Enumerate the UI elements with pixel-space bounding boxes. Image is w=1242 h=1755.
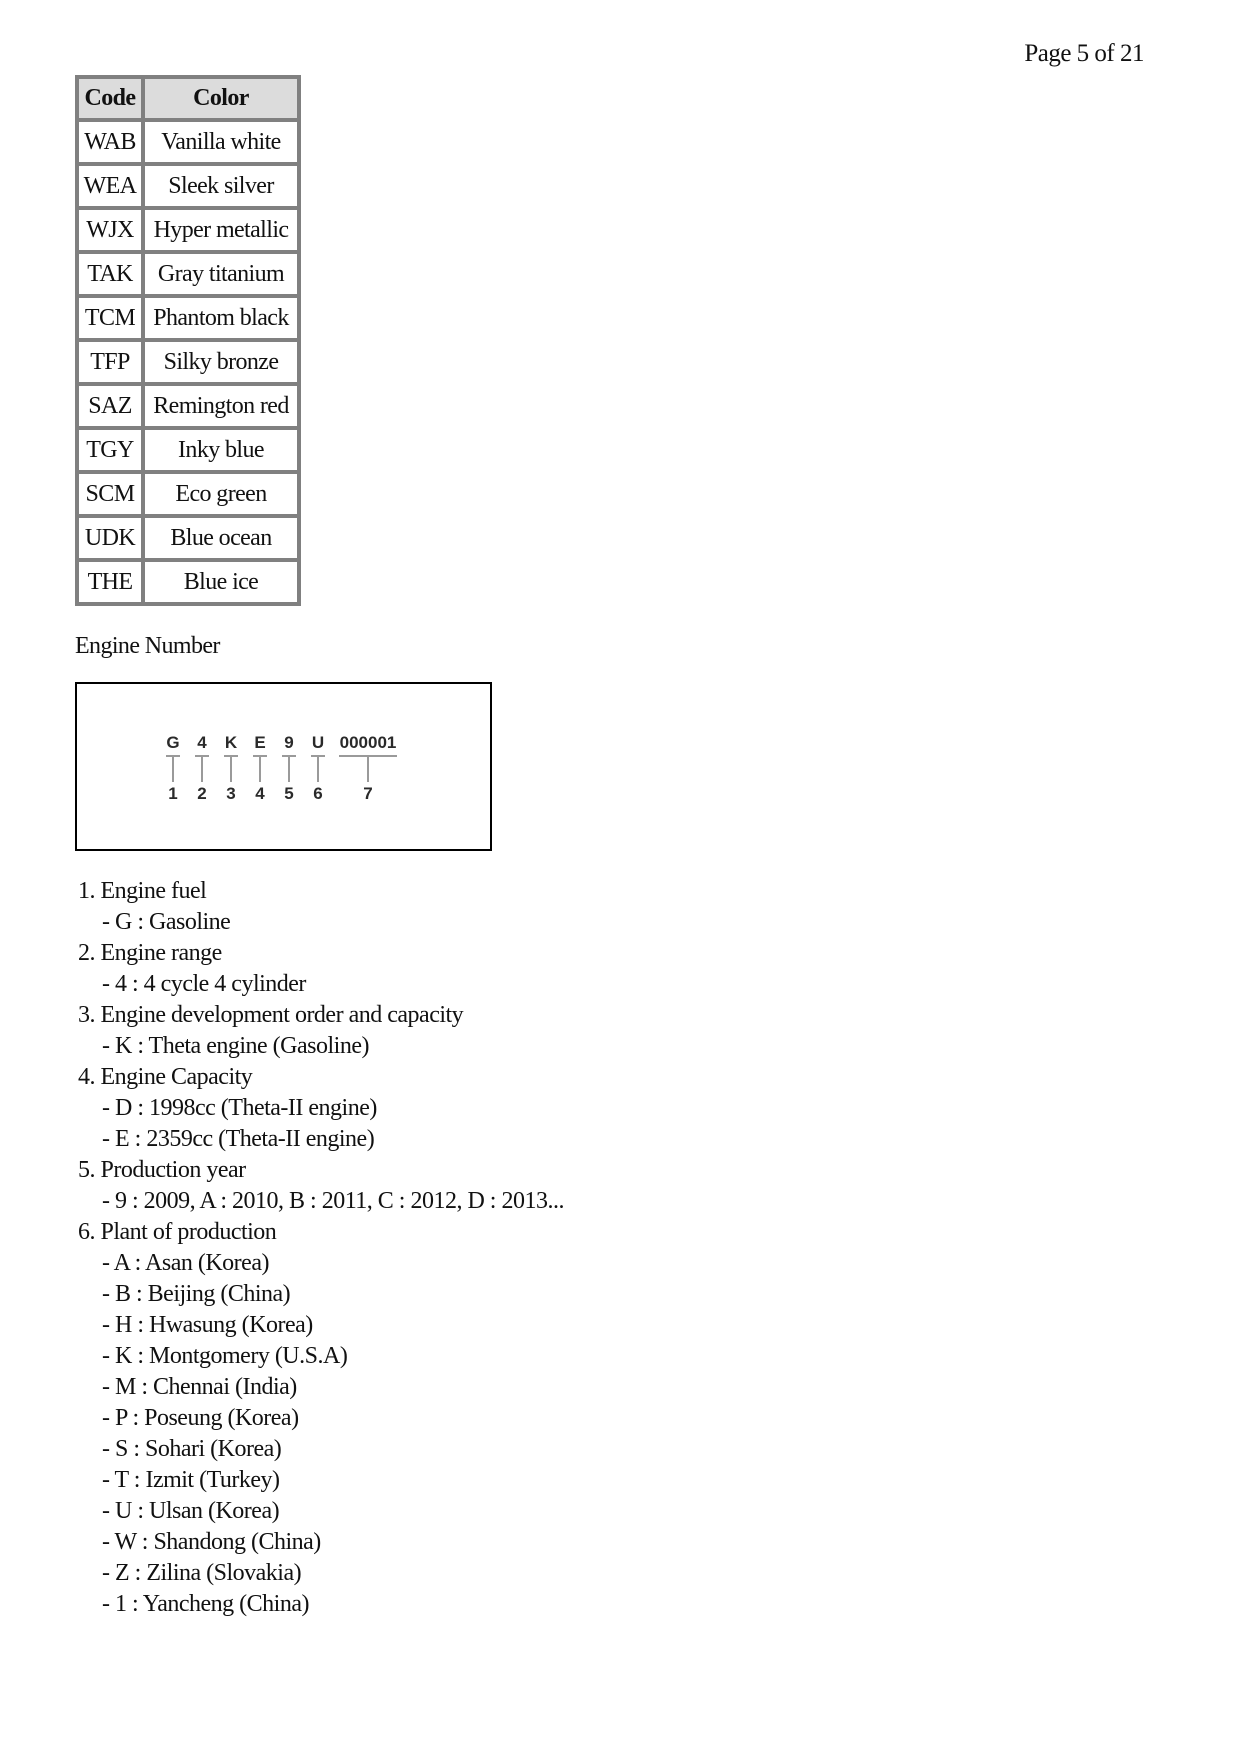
spec-option: - K : Theta engine (Gasoline) [102, 1033, 369, 1059]
figure-position-number: 5 [284, 784, 294, 803]
color-name-cell: Gray titanium [143, 252, 299, 296]
spec-item-title: 1. Engine fuel [78, 878, 207, 904]
spec-option-list [78, 1186, 564, 1217]
figure-leader-lines [166, 756, 397, 782]
color-name-cell: Inky blue [143, 428, 299, 472]
spec-option: - H : Hwasung (Korea) [102, 1312, 313, 1338]
spec-option: - D : 1998cc (Theta-II engine) [102, 1095, 377, 1121]
spec-option-list [78, 969, 564, 1000]
figure-position-number: 2 [197, 784, 207, 803]
color-code-cell: THE [77, 560, 143, 604]
spec-option: - K : Montgomery (U.S.A) [102, 1343, 348, 1369]
figure-position-number: 3 [226, 784, 236, 803]
color-code-cell: SCM [77, 472, 143, 516]
figure-code-char: G [166, 733, 180, 752]
table-row [77, 164, 299, 208]
table-row [77, 120, 299, 164]
color-name-cell: Vanilla white [143, 120, 299, 164]
table-row [77, 472, 299, 516]
color-name-cell: Eco green [143, 472, 299, 516]
spec-option-list [78, 1031, 564, 1062]
spec-item-title: 6. Plant of production [78, 1219, 277, 1245]
color-code-cell: WAB [77, 120, 143, 164]
table-row [77, 560, 299, 604]
spec-option-list [78, 907, 564, 938]
figure-code-char: U [311, 733, 325, 752]
figure-code-char: 4 [197, 733, 207, 752]
spec-option-list [78, 1248, 564, 1620]
figure-position-number: 7 [363, 784, 373, 803]
spec-option: - Z : Zilina (Slovakia) [102, 1560, 302, 1586]
figure-position-number: 4 [255, 784, 265, 803]
figure-code-char: K [224, 733, 238, 752]
color-code-cell: TFP [77, 340, 143, 384]
color-name-cell: Phantom black [143, 296, 299, 340]
color-name-cell: Silky bronze [143, 340, 299, 384]
spec-option: - M : Chennai (India) [102, 1374, 297, 1400]
list-item [78, 1062, 564, 1155]
engine-number-spec-list [78, 876, 564, 1620]
figure-position-number: 6 [313, 784, 323, 803]
color-code-cell: SAZ [77, 384, 143, 428]
spec-option: - W : Shandong (China) [102, 1529, 321, 1555]
spec-option: - 1 : Yancheng (China) [102, 1591, 309, 1617]
page-number: Page 5 of 21 [1024, 40, 1144, 67]
spec-option: - U : Ulsan (Korea) [102, 1498, 280, 1524]
figure-position-number: 1 [168, 784, 178, 803]
figure-code-char: 9 [284, 733, 294, 752]
spec-option: - T : Izmit (Turkey) [102, 1467, 280, 1493]
table-row [77, 428, 299, 472]
color-name-cell: Hyper metallic [143, 208, 299, 252]
spec-item-title: 4. Engine Capacity [78, 1064, 253, 1090]
list-item [78, 876, 564, 938]
spec-option-list [78, 1093, 564, 1155]
color-code-cell: TAK [77, 252, 143, 296]
spec-option: - A : Asan (Korea) [102, 1250, 269, 1276]
color-name-cell: Blue ocean [143, 516, 299, 560]
table-row [77, 384, 299, 428]
list-item [78, 1155, 564, 1217]
spec-item-title: 5. Production year [78, 1157, 246, 1183]
color-code-cell: TCM [77, 296, 143, 340]
spec-option: - P : Poseung (Korea) [102, 1405, 299, 1431]
spec-option: - 9 : 2009, A : 2010, B : 2011, C : 2012, D : 2013... [102, 1188, 564, 1214]
list-item [78, 1217, 564, 1620]
list-item [78, 1000, 564, 1062]
list-item [78, 938, 564, 1000]
color-code-cell: WEA [77, 164, 143, 208]
spec-option: - G : Gasoline [102, 909, 231, 935]
color-code-cell: TGY [77, 428, 143, 472]
engine-number-diagram [77, 684, 490, 849]
spec-item-title: 2. Engine range [78, 940, 222, 966]
figure-code-char: E [254, 733, 266, 752]
table-row [77, 340, 299, 384]
engine-number-figure [75, 682, 492, 851]
spec-option: - B : Beijing (China) [102, 1281, 291, 1307]
spec-item-title: 3. Engine development order and capacity [78, 1002, 464, 1028]
table-row [77, 252, 299, 296]
color-name-cell: Blue ice [143, 560, 299, 604]
table-row [77, 208, 299, 252]
color-code-cell: WJX [77, 208, 143, 252]
engine-number-heading: Engine Number [75, 633, 220, 659]
code-column-header: Code [77, 77, 143, 120]
figure-serial-chars: 000001 [339, 733, 397, 752]
color-column-header: Color [143, 77, 299, 120]
table-header-row [77, 77, 299, 120]
table-row [77, 516, 299, 560]
table-row [77, 296, 299, 340]
spec-option: - E : 2359cc (Theta-II engine) [102, 1126, 375, 1152]
color-name-cell: Sleek silver [143, 164, 299, 208]
color-code-table [75, 75, 301, 606]
color-name-cell: Remington red [143, 384, 299, 428]
color-code-cell: UDK [77, 516, 143, 560]
spec-option: - S : Sohari (Korea) [102, 1436, 282, 1462]
spec-option: - 4 : 4 cycle 4 cylinder [102, 971, 306, 997]
